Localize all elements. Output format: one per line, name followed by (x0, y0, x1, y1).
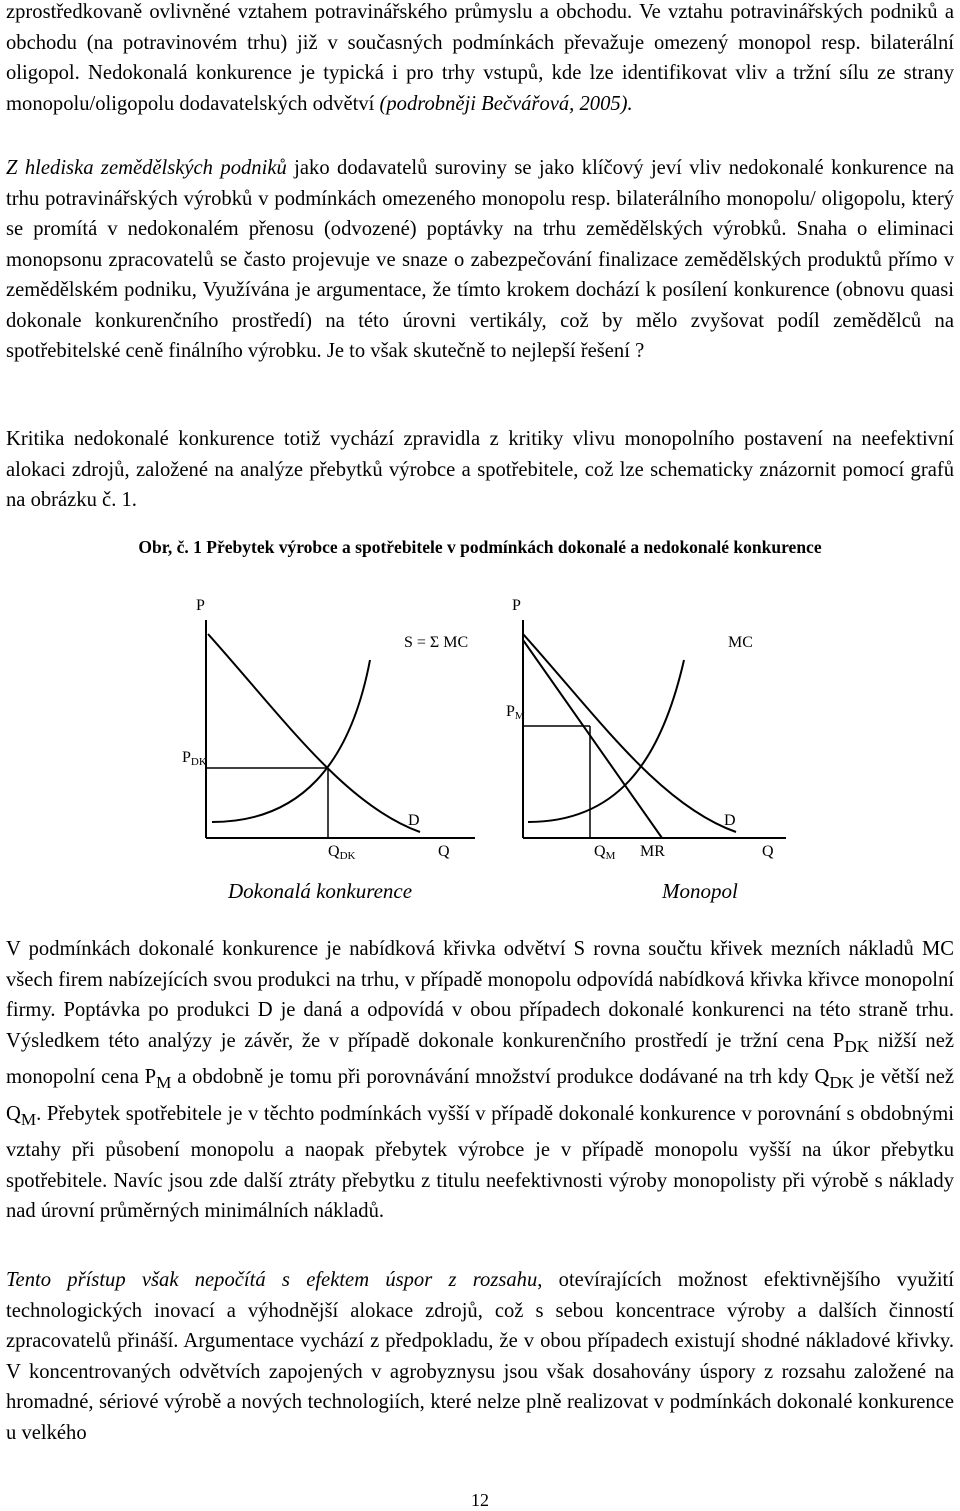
left-supply-curve (212, 660, 370, 822)
right-demand-curve (523, 634, 736, 832)
left-qty-label: QDK (328, 843, 356, 862)
paragraph-3-text: Kritika nedokonalé konkurence totiž vychází zpravidla z kritiky vlivu monopolního postavení na neefektivní alokaci zdrojů, založené na analýze přebytků výrobce a spotřebitele, což lze schematicky znázornit pomocí grafů na obrázku č. 1. (6, 428, 954, 511)
paragraph-2-text: jako dodavatelů suroviny se jako klíčový jeví vliv nedokonalé konkurence na trhu potravinářských výrobků v podmínkách omezeného monopolu resp. bilaterálního monopolu/ oligopolu, který se promítá v nedokonalém přenosu (odvozené) poptávky na trhu zemědělských výrobků. Snaha o eliminaci monopsonu zpracovatelů se často projevuje ve snaze o zabezpečování finalizace zemědělských produktů přímo v zemědělském podniku, Využívána je argumentace, že tímto krokem dochází k posílení konkurence (obnovu quasi dokonale konkurenčního prostředí) na této úrovni vertikály, což by mělo zvyšovat podíl zemědělců na spotřebitelské ceně finálního výrobku. Je to však skutečně to nejlepší řešení ? (6, 157, 954, 362)
paragraph-3 (6, 424, 954, 516)
left-demand-label: D (408, 812, 420, 829)
paragraph-2 (6, 153, 954, 367)
paragraph-4-part-b: nižší než monopolní cena P (6, 1029, 954, 1089)
paragraph-4 (6, 934, 954, 1227)
sub-dk-2: DK (829, 1073, 855, 1093)
left-price-label: PDK (182, 749, 207, 768)
paragraph-5 (6, 1265, 954, 1448)
left-supply-label: S = Σ MC (404, 634, 469, 651)
left-axis-p-label: P (196, 597, 205, 614)
paragraph-4-part-d: je větší než Q (6, 1066, 955, 1125)
left-graph-title: Dokonalá konkurence (228, 879, 413, 903)
paragraph-1 (6, 0, 954, 119)
right-axis-q-label: Q (762, 843, 774, 860)
right-price-label: PM (506, 703, 525, 722)
right-qty-label: QM (594, 843, 616, 862)
sub-dk-1: DK (844, 1036, 870, 1056)
figure-caption: Obr, č. 1 Přebytek výrobce a spotřebitele v podmínkách dokonalé a nedokonalé konkurence (138, 537, 822, 557)
paragraph-2-lead: Z hlediska zemědělských podniků (6, 157, 287, 179)
graph-monopoly (506, 597, 786, 903)
right-mc-label: MC (728, 634, 753, 651)
right-graph-title: Monopol (662, 879, 738, 903)
paragraph-1-text: zprostředkovaně ovlivněné vztahem potravinářského průmyslu a obchodu. Ve vztahu potravinářských podniků a obchodu (na potravinovém trhu) již v současných podmínkách převažuje omezený monopol resp. bilaterální oligopol. Nedokonalá konkurence je typická i pro trhy vstupů, kde lze identifikovat vliv a tržní sílu ze strany monopolu/oligopolu dodavatelských odvětví (6, 1, 954, 115)
citation: (podrobněji Bečvářová, 2005). (379, 92, 633, 115)
paragraph-4-part-a: V podmínkách dokonalé konkurence je nabídková křivka odvětví S rovna součtu křivek mezních nákladů MC všech firem nabízejících svou produkci na trhu, v případě monopolu odpovídá nabídková křivka křivce monopolní firmy. Poptávka po produkci D je daná a odpovídá v obou případech dokonalé konkurenci na této straně trhu. Výsledkem této analýzy je závěr, že v případě dokonale konkurenčního prostředí je tržní cena P (6, 938, 954, 1052)
paragraph-5-text: , otevírajících možnost efektivnějšího využití technologických inovací a výhodnější alokace zdrojů, což s sebou koncentrace výroby a dalších činností zpracovatelů přináší. Argumentace vychází z předpokladu, že v obou případech existují shodné nákladové křivky. V koncentrovaných odvětvích zapojených v agrobyznysu jsou však dosahovány úspory z rozsahu založené na hromadné, sériové výrobě a nových technologiích, které nelze plně realizovat v podmínkách dokonalé konkurence u velkého (6, 1269, 954, 1444)
right-mr-label: MR (640, 843, 665, 860)
paragraph-4-part-e: . Přebytek spotřebitele je v těchto podmínkách vyšší v případě dokonalé konkurence v porovnání s obdobnými vztahy při působení monopolu a naopak přebytek výrobce je v případě monopolu vyšší na úkor přebytku spotřebitele. Navíc jsou zde další ztráty přebytku z titulu neefektivnosti výroby monopolisty při výrobě s náklady nad úrovní průměrných minimálních nákladů. (6, 1102, 954, 1223)
right-mc-curve (528, 660, 684, 822)
paragraph-5-lead: Tento přístup však nepočítá s efektem úspor z rozsahu (6, 1269, 538, 1291)
right-demand-label: D (724, 812, 736, 829)
left-demand-curve (208, 634, 420, 832)
page-number: 12 (471, 1490, 489, 1510)
right-axis-p-label: P (512, 597, 521, 614)
graph-perfect-competition (182, 597, 475, 903)
left-axis-q-label: Q (438, 843, 450, 860)
paragraph-4-part-c: a obdobně je tomu při porovnávání množství produkce dodávané na trh kdy Q (177, 1066, 830, 1089)
sub-m-2: M (20, 1109, 37, 1129)
figure-graphs (0, 580, 960, 910)
sub-m-1: M (156, 1073, 172, 1093)
